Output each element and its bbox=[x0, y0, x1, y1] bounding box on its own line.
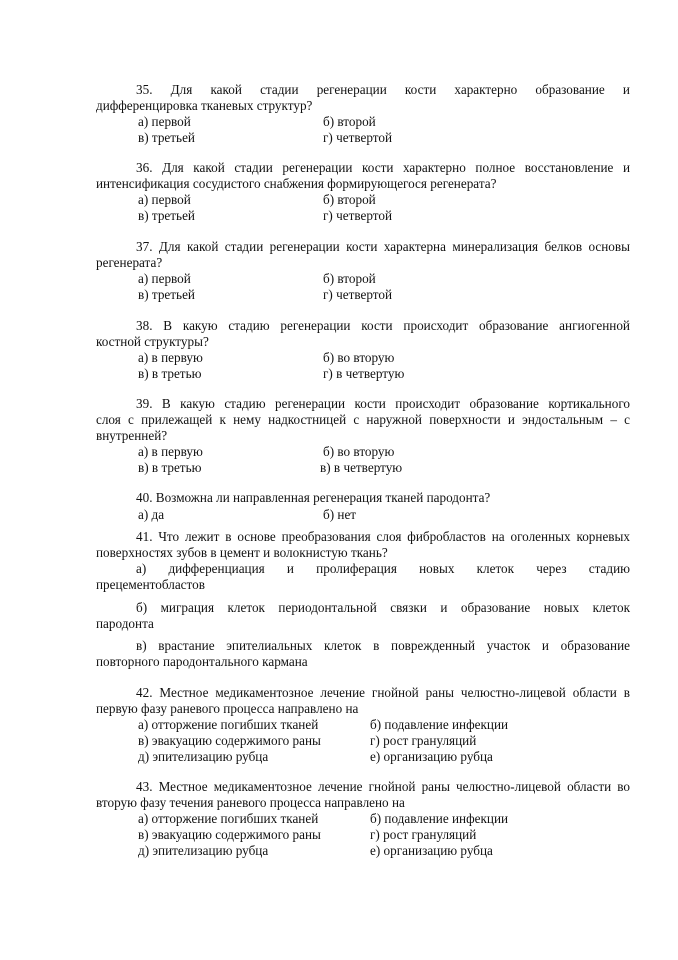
question-41-option-b bbox=[96, 600, 630, 632]
question-42 bbox=[96, 685, 630, 717]
question-36-option-c: в) третьей bbox=[138, 208, 195, 223]
question-40-option-a: а) да bbox=[138, 507, 165, 522]
question-41 bbox=[96, 529, 630, 561]
question-41-stem-line2: поверхностях зубов в цемент и волокнистую ткань? bbox=[96, 545, 388, 560]
question-41-option-c-line1: в) врастание эпителиальных клеток в поврежденный участок и образование bbox=[136, 638, 630, 653]
question-40-stem: 40. Возможна ли направленная регенерация тканей пародонта? bbox=[136, 490, 491, 505]
question-42-stem-line2: первую фазу раневого процесса направлено на bbox=[96, 701, 359, 716]
question-36-option-d: г) четвертой bbox=[323, 208, 393, 223]
question-43-stem-line1: 43. Местное медикаментозное лечение гнойной раны челюстно-лицевой области во bbox=[136, 779, 630, 794]
question-38 bbox=[96, 318, 630, 350]
question-41-option-a-line2: прецементобластов bbox=[96, 577, 205, 592]
question-41-option-b-line2: пародонта bbox=[96, 616, 154, 631]
question-35-stem-line2: дифференцировка тканевых структур? bbox=[96, 98, 313, 113]
question-41-option-c bbox=[96, 638, 630, 670]
question-37 bbox=[96, 239, 630, 271]
question-36-option-a: а) первой bbox=[138, 192, 191, 207]
question-39-option-b: б) во вторую bbox=[323, 444, 395, 459]
question-41-option-a bbox=[96, 561, 630, 593]
question-35-option-c: в) третьей bbox=[138, 130, 195, 145]
question-36-stem-line2: интенсификация сосудистого снабжения формирующегося регенерата? bbox=[96, 176, 497, 191]
question-38-option-d: г) в четвертую bbox=[323, 366, 405, 381]
question-42-option-a: а) отторжение погибших тканей bbox=[138, 717, 319, 732]
question-42-option-b: б) подавление инфекции bbox=[370, 717, 509, 732]
question-43 bbox=[96, 779, 630, 811]
question-38-option-b: б) во вторую bbox=[323, 350, 395, 365]
question-43-option-c: в) эвакуацию содержимого раны bbox=[138, 827, 321, 842]
question-42-option-d: г) рост грануляций bbox=[370, 733, 477, 748]
question-40-option-b: б) нет bbox=[323, 507, 357, 522]
question-39-stem-line3: внутренней? bbox=[96, 428, 168, 443]
question-35-stem-line1: 35. Для какой стадии регенерации кости характерно образование и bbox=[136, 82, 630, 97]
question-39-option-c: в) в третью bbox=[138, 460, 202, 475]
question-42-option-f: е) организацию рубца bbox=[370, 749, 493, 764]
question-39-stem-line1: 39. В какую стадию регенерации кости происходит образование кортикального bbox=[136, 396, 630, 411]
question-41-option-b-line1: б) миграция клеток периодонтальной связки и образование новых клеток bbox=[136, 600, 630, 615]
question-43-option-d: г) рост грануляций bbox=[370, 827, 477, 842]
question-37-option-c: в) третьей bbox=[138, 287, 195, 302]
question-37-stem-line2: регенерата? bbox=[96, 255, 163, 270]
question-43-option-b: б) подавление инфекции bbox=[370, 811, 509, 826]
question-37-option-d: г) четвертой bbox=[323, 287, 393, 302]
question-38-option-c: в) в третью bbox=[138, 366, 202, 381]
question-35-option-b: б) второй bbox=[323, 114, 376, 129]
question-43-option-f: е) организацию рубца bbox=[370, 843, 493, 858]
question-43-option-e: д) эпителизацию рубца bbox=[138, 843, 269, 858]
question-39 bbox=[96, 396, 630, 444]
question-35-option-a: а) первой bbox=[138, 114, 191, 129]
question-41-option-a-line1: а) дифференциация и пролиферация новых клеток через стадию bbox=[136, 561, 630, 576]
question-35 bbox=[96, 82, 630, 114]
question-36-option-b: б) второй bbox=[323, 192, 376, 207]
question-42-option-e: д) эпителизацию рубца bbox=[138, 749, 269, 764]
question-41-stem-line1: 41. Что лежит в основе преобразования слоя фибробластов на оголенных корневых bbox=[136, 529, 630, 544]
question-39-option-d: в) в четвертую bbox=[320, 460, 403, 475]
question-36-stem-line1: 36. Для какой стадии регенерации кости характерно полное восстановление и bbox=[136, 160, 630, 175]
question-38-stem-line1: 38. В какую стадию регенерации кости происходит образование ангиогенной bbox=[136, 318, 630, 333]
question-42-stem-line1: 42. Местное медикаментозное лечение гнойной раны челюстно-лицевой области в bbox=[136, 685, 630, 700]
question-43-stem-line2: вторую фазу течения раневого процесса направлено на bbox=[96, 795, 405, 810]
question-37-option-a: а) первой bbox=[138, 271, 191, 286]
question-43-option-a: а) отторжение погибших тканей bbox=[138, 811, 319, 826]
question-41-option-c-line2: повторного пародонтального кармана bbox=[96, 654, 308, 669]
question-37-option-b: б) второй bbox=[323, 271, 376, 286]
question-38-stem-line2: костной структуры? bbox=[96, 334, 209, 349]
question-42-option-c: в) эвакуацию содержимого раны bbox=[138, 733, 321, 748]
question-37-stem-line1: 37. Для какой стадии регенерации кости характерна минерализация белков основы bbox=[136, 239, 630, 254]
question-39-stem-line2: слоя с прилежащей к нему надкостницей с наружной поверхности и эндостальным – с bbox=[96, 412, 630, 427]
question-38-option-a: а) в первую bbox=[138, 350, 203, 365]
question-35-option-d: г) четвертой bbox=[323, 130, 393, 145]
question-36 bbox=[96, 160, 630, 192]
question-39-option-a: а) в первую bbox=[138, 444, 203, 459]
